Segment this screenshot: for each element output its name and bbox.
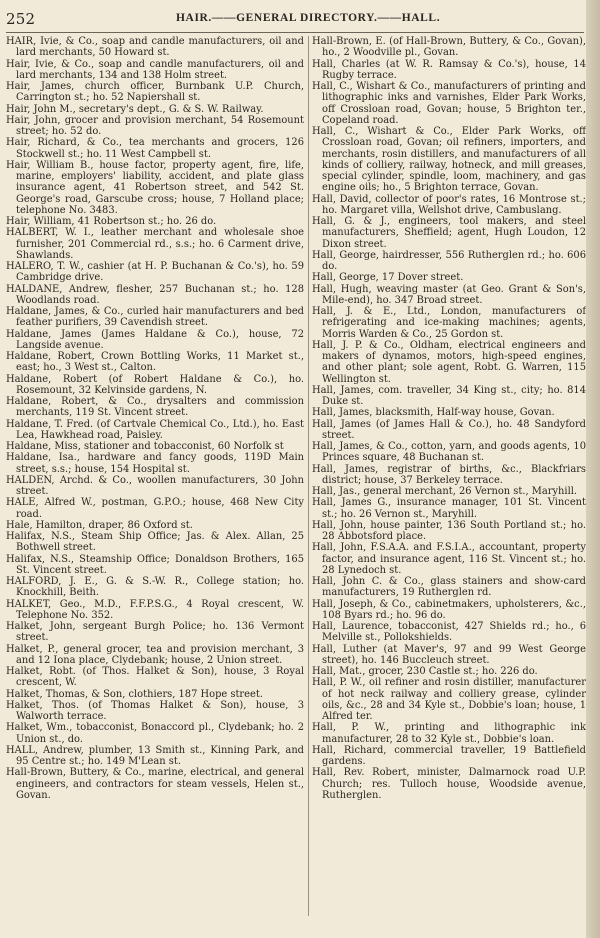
directory-entry: Haldane, James (James Haldane & Co.), house, 72 Langside avenue. <box>6 328 304 351</box>
directory-entry: Hair, John M., secretary's dept., G. & S. W. Railway. <box>6 103 264 115</box>
right-column <box>312 36 586 801</box>
directory-entry: Hall, George, hairdresser, 556 Rutherglen rd.; ho. 606 do. <box>312 249 586 272</box>
directory-entry: Hall, C., Wishart & Co., Elder Park Works, off Crossloan road, Govan; oil refiners, importers, and merchants, rosin distillers, and manufacturers of all kinds of colliery, railway, hotneck, and mill greases, special cylinder, spindle, loom, machinery, and gas engine oils; ho., 5 Brighton terrace, Govan. <box>312 126 586 194</box>
directory-entry: Haldane, James, & Co., curled hair manufacturers and bed feather purifiers, 39 Cavendish street. <box>6 306 304 329</box>
directory-entry: Hall, James, & Co., cotton, yarn, and goods agents, 10 Princes square, 48 Buchanan st. <box>312 441 586 464</box>
page-number: 252 <box>6 10 36 28</box>
directory-entry: Hall, G. & J., engineers, tool makers, and steel manufacturers, Sheffield; agent, Hugh Loudon, 12 Dixon street. <box>312 216 586 250</box>
running-head: HAIR.——GENERAL DIRECTORY.——HALL. <box>176 12 441 24</box>
directory-entry: Halket, John, sergeant Burgh Police; ho. 136 Vermont street. <box>6 621 304 644</box>
directory-entry: HALKET, Geo., M.D., F.F.P.S.G., 4 Royal crescent, W. Telephone No. 352. <box>6 598 304 621</box>
directory-entry: Halifax, N.S., Steamship Office; Donaldson Brothers, 165 St. Vincent street. <box>6 553 304 576</box>
directory-entry: Hall, Hugh, weaving master (at Geo. Grant & Son's, Mile-end), ho. 347 Broad street. <box>312 283 586 306</box>
directory-entry: Hall, P. W., printing and lithographic ink manufacturer, 28 to 32 Kyle st., Dobbie's loan. <box>312 722 586 745</box>
directory-entry: Hall, J. & E., Ltd., London, manufacturers of refrigerating and ice-making machines; agents, Morris Warden & Co., 25 Gordon st. <box>312 306 586 340</box>
directory-entry: Haldane, T. Fred. (of Cartvale Chemical Co., Ltd.), ho. East Lea, Hawkhead road, Paisley. <box>6 418 304 441</box>
directory-entry: Hall, Luther (at Maver's, 97 and 99 West George street), ho. 146 Buccleuch street. <box>312 643 586 666</box>
directory-entry: Hall, Mat., grocer, 230 Castle st.; ho. 226 do. <box>312 666 538 677</box>
directory-entry: Hall, Joseph, & Co., cabinetmakers, upholsterers, &c., 108 Byars rd.; ho. 96 do. <box>312 598 586 621</box>
directory-entry: Hall, Rev. Robert, minister, Dalmarnock road U.P. Church; res. Tulloch house, Woodside avenue, Rutherglen. <box>312 767 586 801</box>
directory-entry: Hall, Richard, commercial traveller, 19 Battlefield gardens. <box>312 744 586 767</box>
directory-entry: Hall, George, 17 Dover street. <box>312 272 464 284</box>
directory-entry: Halifax, N.S., Steam Ship Office; Jas. & Alex. Allan, 25 Bothwell street. <box>6 531 304 554</box>
directory-entry: Halket, Wm., tobacconist, Bonaccord pl., Clydebank; ho. 2 Union st., do. <box>6 722 304 745</box>
directory-entry: HALDANE, Andrew, flesher, 257 Buchanan st.; ho. 128 Woodlands road. <box>6 283 304 306</box>
directory-entry: Halket, Thos. (of Thomas Halket & Son), house, 3 Walworth terrace. <box>6 699 304 722</box>
directory-entry: Hall, John, house painter, 136 South Portland st.; ho. 28 Abbotsford place. <box>312 519 586 542</box>
directory-entry: Hair, William, 41 Robertson st.; ho. 26 do. <box>6 216 217 227</box>
directory-entry: Halket, Thomas, & Son, clothiers, 187 Hope street. <box>6 688 263 700</box>
directory-entry: Haldane, Robert (of Robert Haldane & Co.), ho. Rosemount, 32 Kelvinside gardens, N. <box>6 373 304 396</box>
directory-entry: Hale, Hamilton, draper, 86 Oxford st. <box>6 519 193 531</box>
directory-entry: Haldane, Miss, stationer and tobacconist, 60 Norfolk st <box>6 441 284 452</box>
directory-entry: Hall, David, collector of poor's rates, 16 Montrose st.; ho. Margaret villa, Wellshot drive, Cambuslang. <box>312 193 586 216</box>
directory-entry: HALE, Alfred W., postman, G.P.O.; house, 468 New City road. <box>6 497 304 520</box>
directory-entry: Hall, John C. & Co., glass stainers and show-card manufacturers, 19 Rutherglen rd. <box>312 576 586 599</box>
directory-entry: HAIR, Ivie, & Co., soap and candle manufacturers, oil and lard merchants, 50 Howard st. <box>6 36 304 59</box>
directory-entry: Hair, John, grocer and provision merchant, 54 Rosemount street; ho. 52 do. <box>6 114 304 137</box>
directory-entry: HALFORD, J. E., G. & S.-W. R., College station; ho. Knockhill, Beith. <box>6 576 304 599</box>
directory-entry: Hall, Jas., general merchant, 26 Vernon st., Maryhill. <box>312 486 578 497</box>
directory-entry: Hall-Brown, Buttery, & Co., marine, electrical, and general engineers, and contractors for steam vessels, Helen st., Govan. <box>6 767 304 801</box>
left-column <box>6 36 304 801</box>
directory-entry: Hair, William B., house factor, property agent, fire, life, marine, employers' liability, accident, and plate glass insurance agent, 41 Robertson street, and 542 St. George's road, Garscube cross; house, 7 Holland place; telephone No. 3483. <box>6 159 304 216</box>
directory-entry: HALBERT, W. I., leather merchant and wholesale shoe furnisher, 201 Commercial rd., s.s.; ho. 6 Carment drive, Shawlands. <box>6 227 304 261</box>
directory-entry: Hall, James (of James Hall & Co.), ho. 48 Sandyford street. <box>312 418 586 441</box>
directory-entry: Hall, James, registrar of births, &c., Blackfriars district; house, 37 Berkeley terrace. <box>312 463 586 486</box>
directory-entry: Haldane, Robert, & Co., drysalters and commission merchants, 119 St. Vincent street. <box>6 396 304 419</box>
directory-entry: Haldane, Isa., hardware and fancy goods, 119D Main street, s.s.; house, 154 Hospital st. <box>6 452 304 475</box>
directory-entry: Haldane, Robert, Crown Bottling Works, 11 Market st., east; ho., 3 West st., Calton. <box>6 351 304 374</box>
page-header <box>6 10 566 30</box>
directory-entry: HALL, Andrew, plumber, 13 Smith st., Kinning Park, and 95 Centre st.; ho. 149 M'Lean st. <box>6 744 304 767</box>
directory-entry: Hall, James, com. traveller, 34 King st., city; ho. 814 Duke st. <box>312 384 586 407</box>
directory-entry: Hall-Brown, E. (of Hall-Brown, Buttery, & Co., Govan), ho., 2 Woodville pl., Govan. <box>312 36 586 59</box>
facing-page-edge <box>586 0 600 938</box>
directory-entry: HALERO, T. W., cashier (at H. P. Buchanan & Co.'s), ho. 59 Cambridge drive. <box>6 261 304 284</box>
directory-entry: Hall, James G., insurance manager, 101 St. Vincent st.; ho. 26 Vernon st., Maryhill. <box>312 497 586 520</box>
header-rule <box>6 32 584 33</box>
column-divider <box>308 36 309 916</box>
directory-entry: Hall, P. W., oil refiner and rosin distiller, manufacturer of hot neck railway and colliery grease, cylinder oils, &c., 28 and 34 Kyle st., Dobbie's loan; house, 1 Alfred ter. <box>312 677 586 722</box>
directory-entry: Hair, Richard, & Co., tea merchants and grocers, 126 Stockwell st.; ho. 11 West Campbell st. <box>6 137 304 160</box>
directory-entry: Hall, Laurence, tobacconist, 427 Shields rd.; ho., 6 Melville st., Pollokshields. <box>312 621 586 644</box>
directory-entry: Hair, James, church officer, Burnbank U.P. Church, Carrington st.; ho. 52 Napiershall st. <box>6 81 304 104</box>
directory-entry: Hair, Ivie, & Co., soap and candle manufacturers, oil and lard merchants, 134 and 138 Holm street. <box>6 58 304 81</box>
directory-entry: Hall, J. P. & Co., Oldham, electrical engineers and makers of dynamos, motors, high-speed engines, and other plant; sole agent, Robt. G. Warren, 115 Wellington st. <box>312 339 586 385</box>
directory-entry: Hall, James, blacksmith, Half-way house, Govan. <box>312 407 555 419</box>
directory-entry: Hall, John, F.S.A.A. and F.S.I.A., accountant, property factor, and insurance agent, 116 St. Vincent st.; ho. 28 Lynedoch st. <box>312 542 586 576</box>
directory-entry: HALDEN, Archd. & Co., woollen manufacturers, 30 John street. <box>6 474 304 497</box>
directory-entry: Hall, C., Wishart & Co., manufacturers of printing and lithographic inks and varnishes, Elder Park Works, off Crossloan road, Govan; house, 5 Brighton ter., Copeland road. <box>312 81 586 126</box>
directory-entry: Hall, Charles (at W. R. Ramsay & Co.'s), house, 14 Rugby terrace. <box>312 58 586 81</box>
directory-entry: Halket, P., general grocer, tea and provision merchant, 3 and 12 Iona place, Clydebank; house, 2 Union street. <box>6 643 304 666</box>
directory-entry: Halket, Robt. (of Thos. Halket & Son), house, 3 Royal crescent, W. <box>6 666 304 689</box>
